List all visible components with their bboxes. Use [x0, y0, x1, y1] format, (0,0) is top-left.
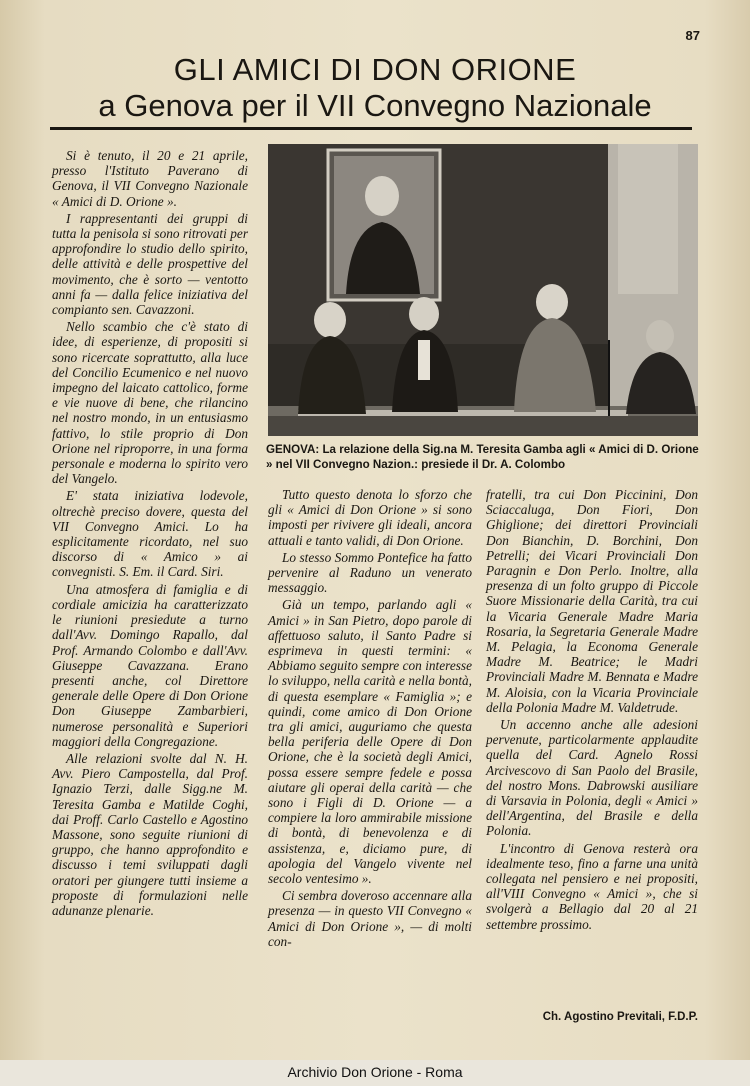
paragraph: Una atmosfera di famiglia e di cordiale amicizia ha caratterizzato le riunioni presiedute a turno dall'Avv. Domingo Rapallo, dal Prof. Armando Colombo e dall'Avv. Giuseppe Cavazzana. Erano presenti anche, col Direttore generale delle Opere di Don Orione Don Giuseppe Zambarbieri, numerose personalità e Superiori maggiori della Congregazione. [52, 581, 248, 749]
article-column-1 [52, 148, 248, 920]
paragraph: Nello scambio che c'è stato di idee, di esperienze, di propositi si sono ricercate soprattutto, alla luce del Concilio Ecumenico e nel nuovo impegno del laicato cattolico, forme e vie nuove di bene, che rilancino nel nostro mondo, in un entusiasmo fattivo, lo stile proprio di Don Orione nel riproporre, in una forma personale e moderna lo spirito vero del Vangelo. [52, 319, 248, 487]
page-number: 87 [685, 28, 700, 43]
paragraph: Si è tenuto, il 20 e 21 aprile, presso l'Istituto Paverano di Genova, il VII Convegno Nazionale « Amici di D. Orione ». [52, 148, 248, 209]
title-rule [50, 127, 692, 130]
article-column-2 [268, 487, 472, 951]
paragraph: Ci sembra doveroso accennare alla presenza — in questo VII Convegno « Amici di Don Orione », — di molti con- [268, 888, 472, 949]
article-title: GLI AMICI DI DON ORIONE [173, 52, 577, 87]
paragraph: fratelli, tra cui Don Piccinini, Don Sciaccaluga, Don Fiori, Don Ghiglione; dei direttori Provinciali Don Bianchin, D. Borchini, Don Petrelli; dei Vicari Provinciali Don Paragnin e Don Perlo. Inoltre, alla presenza di un folto gruppo di Piccole Suore Missionarie della Carità, tra cui la Vicaria Generale Madre Maria Rosaria, la Segretaria Generale Madre M. Pelagia, la Economa Generale Madre M. Beatrice; le Madri Provinciali Madre M. Bennata e Madre M. Aloisia, con la Vicaria Provinciale della Polonia Madre M. Valdetrude. [486, 487, 698, 715]
author-signature: Ch. Agostino Previtali, F.D.P. [542, 1011, 698, 1023]
article-column-3 [486, 487, 698, 934]
paragraph: L'incontro di Genova resterà ora idealmente teso, fino a farne una unità collegata nel pensiero e nei propositi, all'VIII Convegno « Amici », che si svolgerà a Bellagio dal 20 al 21 settembre prossimo. [486, 840, 698, 932]
paragraph: Lo stesso Sommo Pontefice ha fatto pervenire al Raduno un venerato messaggio. [268, 549, 472, 596]
paragraph: Tutto questo denota lo sforzo che gli « Amici di Don Orione » si sono imposti per rivivere gli ideali, ancora attuali e tanto validi, di Don Orione. [268, 487, 472, 548]
paragraph: I rappresentanti dei gruppi di tutta la penisola si sono ritrovati per approfondire lo studio dello spirito, delle attività e delle prospettive del movimento, che è sorto — ventotto anni fa — dalla felice iniziativa del compianto sen. Cavazzoni. [52, 210, 248, 318]
article-subtitle: a Genova per il VII Convegno Nazionale [98, 88, 652, 123]
archive-footer: Archivio Don Orione - Roma [0, 1060, 750, 1086]
paragraph: Già un tempo, parlando agli « Amici » in San Pietro, dopo parole di affettuoso saluto, il Santo Padre si esprimeva in questi termini: « Abbiamo seguito sempre con interesse lo sviluppo, nella carità e nella bontà, di questa esemplare « Famiglia »; e quindi, come amico di Don Orione tra gli amici, auguriamo che questa bella periferia delle Opere di Don Orione, che è la società degli Amici, possa essere sempre fedele e possa aiutare gli operai della carità — che sono i Figli di D. Orione — a compiere la loro ammirabile missione di bontà, di benevolenza e di assistenza, e, diciamo pure, di apologia del Vangelo vivente nel secolo ventesimo ». [268, 597, 472, 887]
convention-photo [268, 144, 698, 436]
paragraph: Alle relazioni svolte dal N. H. Avv. Piero Campostella, dal Prof. Ignazio Terzi, dalle Sigg.ne M. Teresita Gamba e Matilde Coghi, dai Proff. Carlo Castello e Agostino Massone, sono seguite riunioni di gruppo, che hanno approfondito e discusso i temi sviluppati dagli oratori per giungere tutti insieme a proposte di formulazioni nelle adunanze plenarie. [52, 750, 248, 918]
paragraph: E' stata iniziativa lodevole, oltrechè preciso dovere, questa del VII Convegno Amici. Lo ha esplicitamente ricordato, nel suo discorso di « Amico » ai convegnisti. S. Em. il Card. Siri. [52, 488, 248, 580]
photo-caption: GENOVA: La relazione della Sig.na M. Teresita Gamba agli « Amici di D. Orione » nel VII Convegno Nazion.: presiede il Dr. A. Colombo [266, 443, 699, 471]
paragraph: Un accenno anche alle adesioni pervenute, particolarmente applaudite quella del Card. Agnelo Rossi Arcivescovo di San Paolo del Brasile, del nostro Mons. Dabrowski ausiliare di Varsavia in Polonia, degli « Amici » dell'Argentina, del Brasile e della Polonia. [486, 717, 698, 839]
